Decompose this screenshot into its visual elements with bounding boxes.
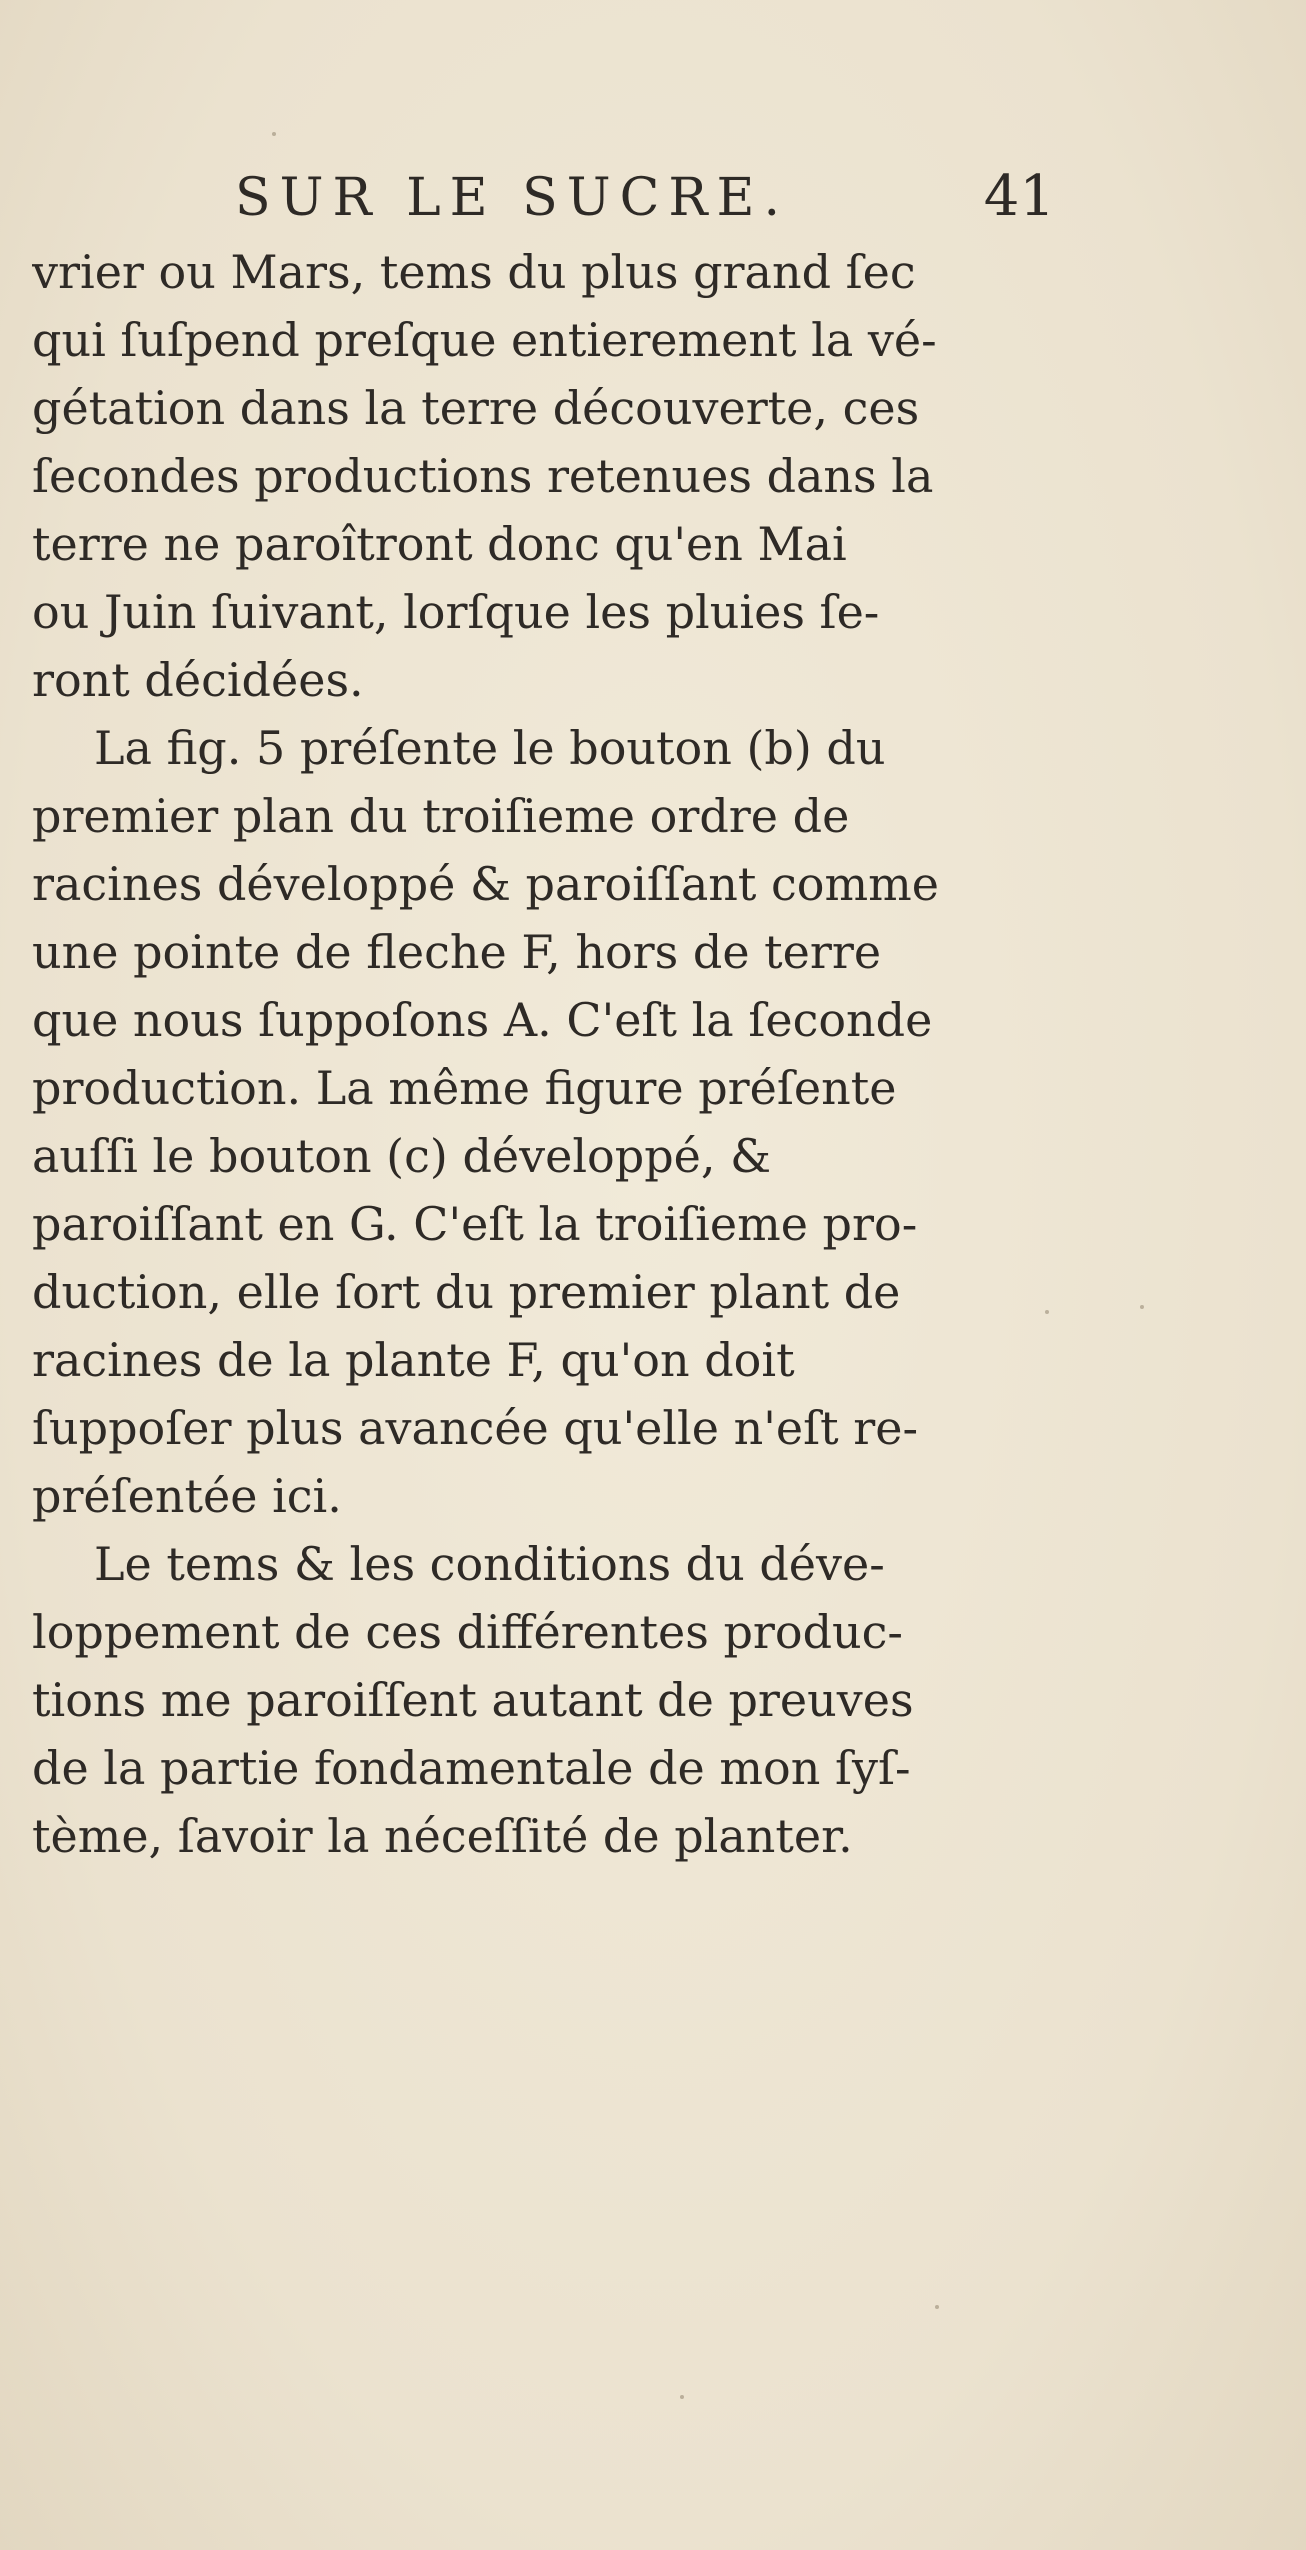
text-line: ſecondes productions retenues dans la <box>32 449 934 503</box>
text-line: préſentée ici. <box>32 1469 342 1523</box>
paper-speck <box>272 132 276 136</box>
text-line: La fig. 5 préſente le bouton (b) du <box>94 721 886 775</box>
text-line: racines de la plante F, qu'on doit <box>32 1333 795 1387</box>
text-line: ſuppoſer plus avancée qu'elle n'eſt re- <box>32 1401 918 1455</box>
text-line: Le tems & les conditions du déve- <box>94 1537 885 1591</box>
text-line: loppement de ces différentes produc- <box>32 1605 903 1659</box>
body-text <box>32 238 1042 1870</box>
text-line: qui ſuſpend preſque entierement la vé- <box>32 313 937 367</box>
text-line: tions me paroiſſent autant de preuves <box>32 1673 914 1727</box>
page-header <box>235 164 1055 229</box>
text-line: une pointe de fleche F, hors de terre <box>32 925 882 979</box>
paper-speck <box>680 2395 684 2399</box>
text-line: terre ne paroîtront donc qu'en Mai <box>32 517 847 571</box>
text-line: que nous ſuppoſons A. C'eſt la ſeconde <box>32 993 933 1047</box>
text-line: ront décidées. <box>32 653 364 707</box>
text-line: racines développé & paroiſſant comme <box>32 857 939 911</box>
text-line: duction, elle ſort du premier plant de <box>32 1265 901 1319</box>
paper-speck <box>935 2305 939 2309</box>
text-line: ou Juin ſuivant, lorſque les pluies ſe- <box>32 585 880 639</box>
text-line: paroiſſant en G. C'eſt la troiſieme pro- <box>32 1197 918 1251</box>
text-line: de la partie fondamentale de mon ſyſ- <box>32 1741 911 1795</box>
text-line: gétation dans la terre découverte, ces <box>32 381 920 435</box>
text-line: vrier ou Mars, tems du plus grand ſec <box>32 245 916 299</box>
page-number: 41 <box>983 164 1055 229</box>
text-line: auſſi le bouton (c) développé, & <box>32 1129 772 1183</box>
running-title: SUR LE SUCRE. <box>235 168 790 228</box>
paper-speck <box>1140 1305 1144 1309</box>
paper-speck <box>1045 1310 1049 1314</box>
text-line: tème, ſavoir la néceſſité de planter. <box>32 1809 853 1863</box>
text-line: production. La même figure préſente <box>32 1061 897 1115</box>
text-line: premier plan du troiſieme ordre de <box>32 789 850 843</box>
